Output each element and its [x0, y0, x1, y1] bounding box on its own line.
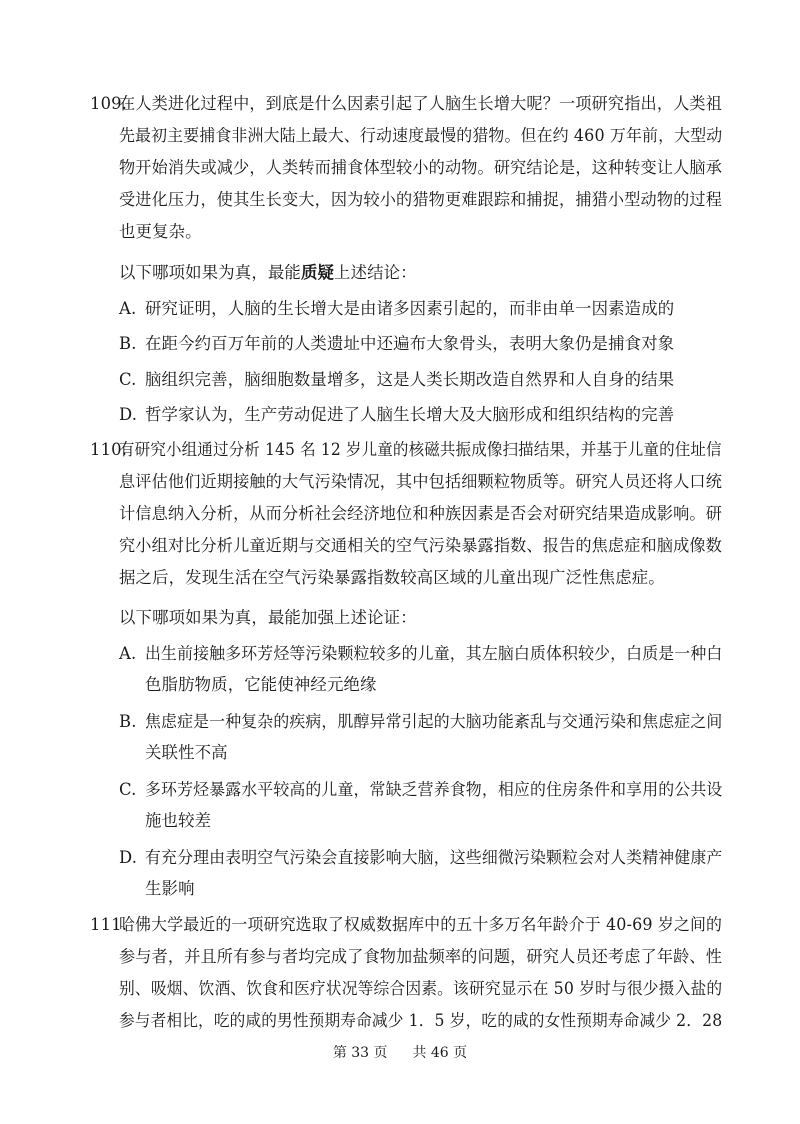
question-text-line: 参与者相比，吃的咸的男性预期寿命减少 1．5 岁，吃的咸的女性预期寿命减少 2．28 [119, 1011, 723, 1030]
question-number: 110. [90, 440, 128, 459]
option-text: 生影响 [145, 879, 195, 898]
option-text: 施也较差 [145, 811, 212, 830]
question-text-line: 别、吸烟、饮酒、饮食和医疗状况等综合因素。该研究显示在 50 岁时与很少摄入盐的 [119, 979, 723, 998]
option-letter: A. [119, 299, 137, 318]
question-text-line: 物开始消失或减少，人类转而捕食体型较小的动物。研究结论是，这种转变让人脑承 [119, 158, 723, 177]
question-text-line: 有研究小组通过分析 145 名 12 岁儿童的核磁共振成像扫描结果，并基于儿童的住址信 [119, 440, 722, 459]
prompt-text: 以下哪项如果为真，最能 [119, 263, 301, 282]
question-text-line: 先最初主要捕食非洲大陆上最大、行动速度最慢的猎物。但在约 460 万年前，大型动 [119, 126, 723, 145]
option-letter: B. [119, 334, 137, 353]
option-letter: D. [119, 405, 138, 424]
option-letter: C. [119, 370, 137, 389]
page-number: 第 33 页 [332, 1045, 388, 1061]
page-footer [0, 1043, 800, 1063]
question-text-line: 息评估他们近期接触的大气污染情况，其中包括细颗粒物质等。研究人员还将人口统 [119, 472, 723, 491]
option-text: 色脂肪物质，它能使神经元绝缘 [145, 675, 377, 694]
question-text-line: 究小组对比分析儿童近期与交通相关的空气污染暴露指数、报告的焦虑症和脑成像数 [119, 536, 723, 555]
option-text: 关联性不高 [145, 743, 228, 762]
page-total: 共 46 页 [412, 1045, 468, 1061]
prompt-text: 上述结论： [334, 263, 417, 282]
option-letter: C. [119, 780, 137, 799]
option-text: 在距今约百万年前的人类遗址中还遍布大象骨头，表明大象仍是捕食对象 [145, 334, 675, 353]
question-number: 111. [90, 915, 128, 934]
question-text-line: 在人类进化过程中，到底是什么因素引起了人脑生长增大呢？一项研究指出，人类祖 [119, 94, 723, 113]
option-text: 研究证明，人脑的生长增大是由诸多因素引起的，而非由单一因素造成的 [145, 299, 675, 318]
option-text: 多环芳烃暴露水平较高的儿童，常缺乏营养食物，相应的住房条件和享用的公共设 [145, 780, 723, 799]
option-letter: D. [119, 848, 138, 867]
question-text-line: 受进化压力，使其生长变大，因为较小的猎物更难跟踪和捕捉，捕猎小型动物的过程 [119, 190, 723, 209]
question-number: 109. [90, 94, 128, 113]
option-text: 脑组织完善，脑细胞数量增多，这是人类长期改造自然界和人自身的结果 [145, 370, 675, 389]
option-text: 有充分理由表明空气污染会直接影响大脑，这些细微污染颗粒会对人类精神健康产 [145, 848, 723, 867]
prompt-emphasis: 质疑 [300, 263, 335, 282]
option-text: 哲学家认为，生产劳动促进了人脑生长增大及大脑形成和组织结构的完善 [145, 405, 675, 424]
question-text-line: 也更复杂。 [119, 222, 202, 241]
option-letter: A. [119, 644, 137, 663]
question-prompt: 以下哪项如果为真，最能加强上述论证： [119, 608, 417, 627]
option-text: 焦虑症是一种复杂的疾病，肌醇异常引起的大脑功能紊乱与交通污染和焦虑症之间 [145, 712, 723, 731]
question-text-line: 计信息纳入分析，从而分析社会经济地位和种族因素是否会对研究结果造成影响。研 [119, 504, 723, 523]
question-text-line: 哈佛大学最近的一项研究选取了权威数据库中的五十多万名年龄介于 40-69 岁之间的 [119, 915, 723, 934]
question-text-line: 据之后，发现生活在空气污染暴露指数较高区域的儿童出现广泛性焦虑症。 [119, 568, 665, 587]
option-letter: B. [119, 712, 137, 731]
option-text: 出生前接触多环芳烃等污染颗粒较多的儿童，其左脑白质体积较少，白质是一种白 [145, 644, 723, 663]
question-text-line: 参与者，并且所有参与者均完成了食物加盐频率的问题，研究人员还考虑了年龄、性 [119, 947, 723, 966]
question-prompt [119, 262, 417, 284]
